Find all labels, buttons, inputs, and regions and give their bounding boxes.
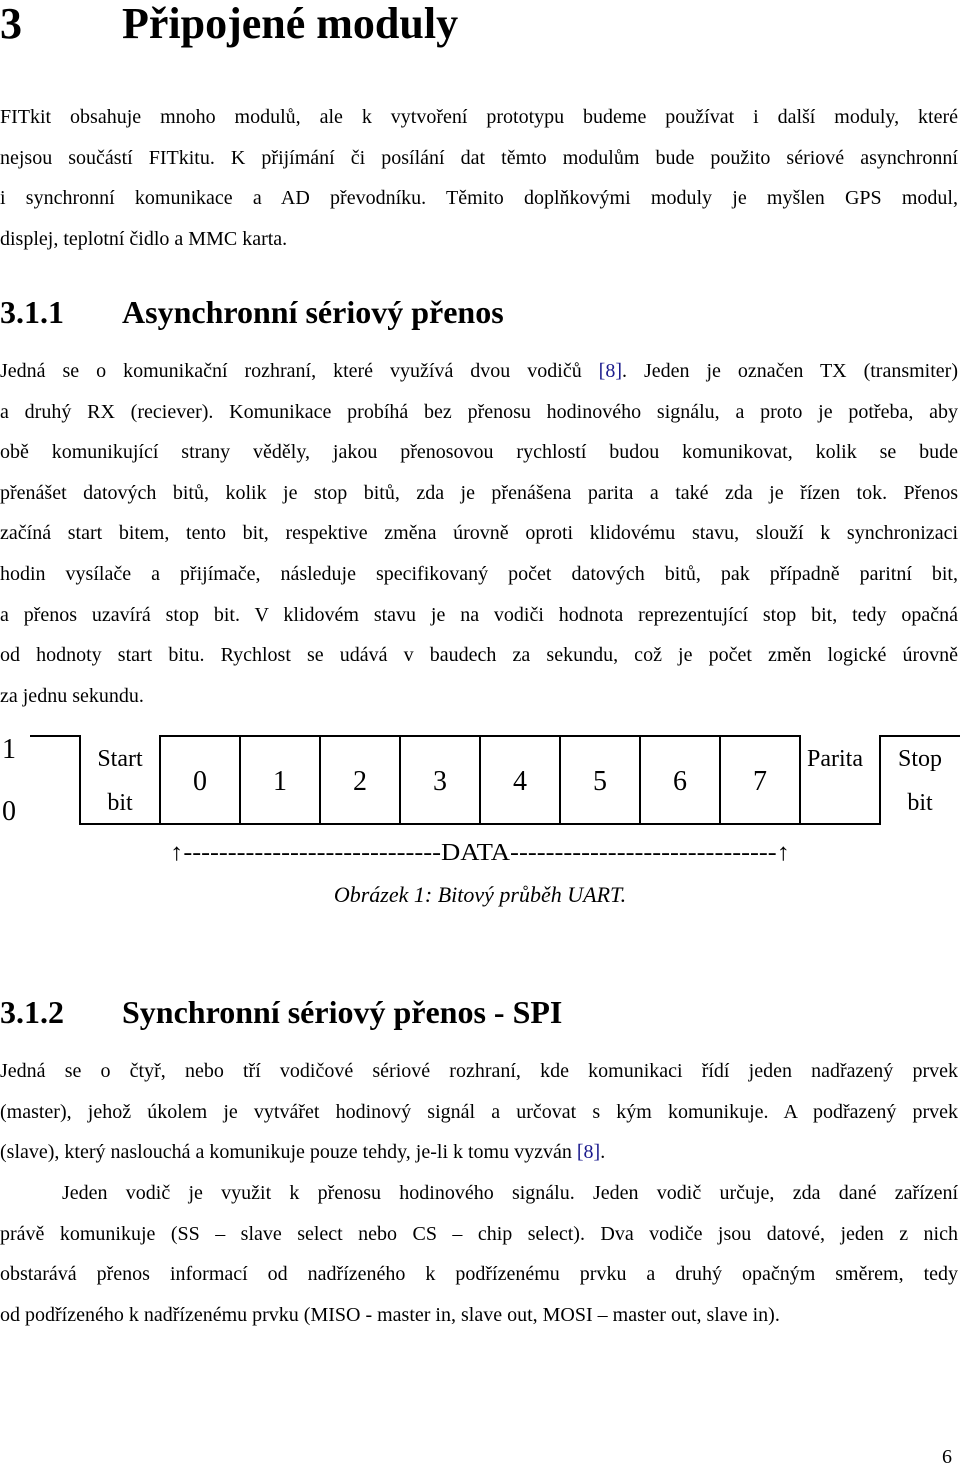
text-line: přenášet datových bitů, kolik je stop bitů, zda je přenášena parita a také zda je řízen tok. Přenos — [0, 481, 958, 504]
figure-caption: Obrázek 1: Bitový průběh UART. — [333, 882, 627, 907]
text-line: displej, teplotní čidlo a MMC karta. — [0, 227, 288, 250]
chapter-title: Připojené moduly — [122, 0, 459, 48]
text-line: obě komunikující strany věděly, jakou přenosovou rychlostí budou komunikovat, kolik se bude — [0, 441, 958, 464]
async-paragraph — [0, 351, 958, 716]
intro-paragraph — [0, 97, 958, 259]
text-line: od hodnoty start bitu. Rychlost se udává v baudech za sekundu, což je počet změn logické úrovně — [0, 644, 958, 667]
text-line: i synchronní komunikace a AD převodníku. Těmito doplňkovými moduly je myšlen GPS modul, — [0, 187, 958, 210]
text-line: hodin vysílače a přijímače, následuje specifikovaný počet datových bitů, pak případně paritní bit, — [0, 562, 958, 585]
text-line: obstarává přenos informací od nadřízeného k podřízenému prvku a druhý opačným směrem, tedy — [0, 1263, 958, 1286]
citation-link[interactable]: [8] — [598, 360, 622, 382]
citation-link[interactable]: [8] — [576, 1141, 601, 1164]
stop-bit-label-bottom: bit — [907, 790, 933, 816]
level-high-label: 1 — [2, 734, 16, 765]
data-bit-label: 1 — [273, 766, 287, 797]
section-number: 3.1.1 — [0, 294, 64, 330]
section-heading-async — [0, 294, 504, 330]
text-line: a druhý RX (reciever). Komunikace probíhá bez přenosu hodinového signálu, a proto je potřeba, aby — [0, 400, 958, 423]
section-title: Asynchronní sériový přenos — [122, 294, 504, 330]
text-line: (slave), který naslouchá a komunikuje pouze tehdy, je-li k tomu vyzván [8]. — [0, 1141, 606, 1164]
data-bit-label: 7 — [753, 766, 767, 797]
text-line: FITkit obsahuje mnoho modulů, ale k vytvoření prototypu budeme používat i další moduly, které — [0, 106, 958, 128]
data-bit-label: 5 — [593, 766, 607, 797]
text-line: nejsou součástí FITkitu. K přijímání či posílání dat těmto modulům bude použito sériové asynchronní — [0, 146, 958, 169]
data-bit-label: 0 — [193, 766, 207, 797]
spi-paragraph-1 — [0, 1051, 958, 1173]
data-bit-label: 6 — [673, 766, 687, 797]
start-bit-label-bottom: bit — [107, 790, 133, 816]
stop-bit-label-top: Stop — [897, 746, 943, 772]
chapter-number: 3 — [0, 0, 22, 48]
data-bit-label: 4 — [513, 766, 527, 797]
spi-paragraph-2 — [0, 1173, 958, 1335]
text-line: za jednu sekundu. — [0, 684, 144, 707]
data-bit-label: 2 — [353, 766, 367, 797]
data-bit-label: 3 — [433, 766, 447, 797]
text-line: začíná start bitem, tento bit, respektive změna úrovně oproti klidovému stavu, slouží k synchronizaci — [0, 522, 958, 545]
text-line: Jeden vodič je využit k přenosu hodinového signálu. Jeden vodič určuje, zda dané zařízení — [62, 1182, 958, 1204]
uart-bit-diagram — [0, 728, 960, 868]
text-line: Jedná se o komunikační rozhraní, které využívá dvou vodičů [8]. Jeden je označen TX (transmiter) — [0, 360, 958, 382]
text-line: a přenos uzavírá stop bit. V klidovém stavu je na vodiči hodnota reprezentující stop bit, tedy opačná — [0, 603, 958, 626]
page-number: 6 — [942, 1446, 952, 1468]
section-number: 3.1.2 — [0, 994, 64, 1030]
section-title: Synchronní sériový přenos - SPI — [122, 994, 563, 1030]
data-span-label: ↑-----------------------------DATA------------------------------↑ — [170, 840, 790, 866]
section-heading-spi — [0, 994, 562, 1030]
text-line: (master), jehož úkolem je vytvářet hodinový signál a určovat s kým komunikuje. A podřazený prvek — [0, 1100, 958, 1123]
parity-bit-label: Parita — [807, 746, 863, 772]
text-line: Jedná se o čtyř, nebo tří vodičové sériové rozhraní, kde komunikaci řídí jeden nadřazený prvek — [0, 1060, 958, 1082]
chapter-heading — [0, 0, 458, 48]
text-line: od podřízeného k nadřízenému prvku (MISO - master in, slave out, MOSI – master out, slave in). — [0, 1303, 780, 1326]
level-low-label: 0 — [2, 796, 16, 827]
text-line: právě komunikuje (SS – slave select nebo CS – chip select). Dva vodiče jsou datové, jeden z nich — [0, 1222, 958, 1245]
start-bit-label-top: Start — [97, 746, 143, 772]
